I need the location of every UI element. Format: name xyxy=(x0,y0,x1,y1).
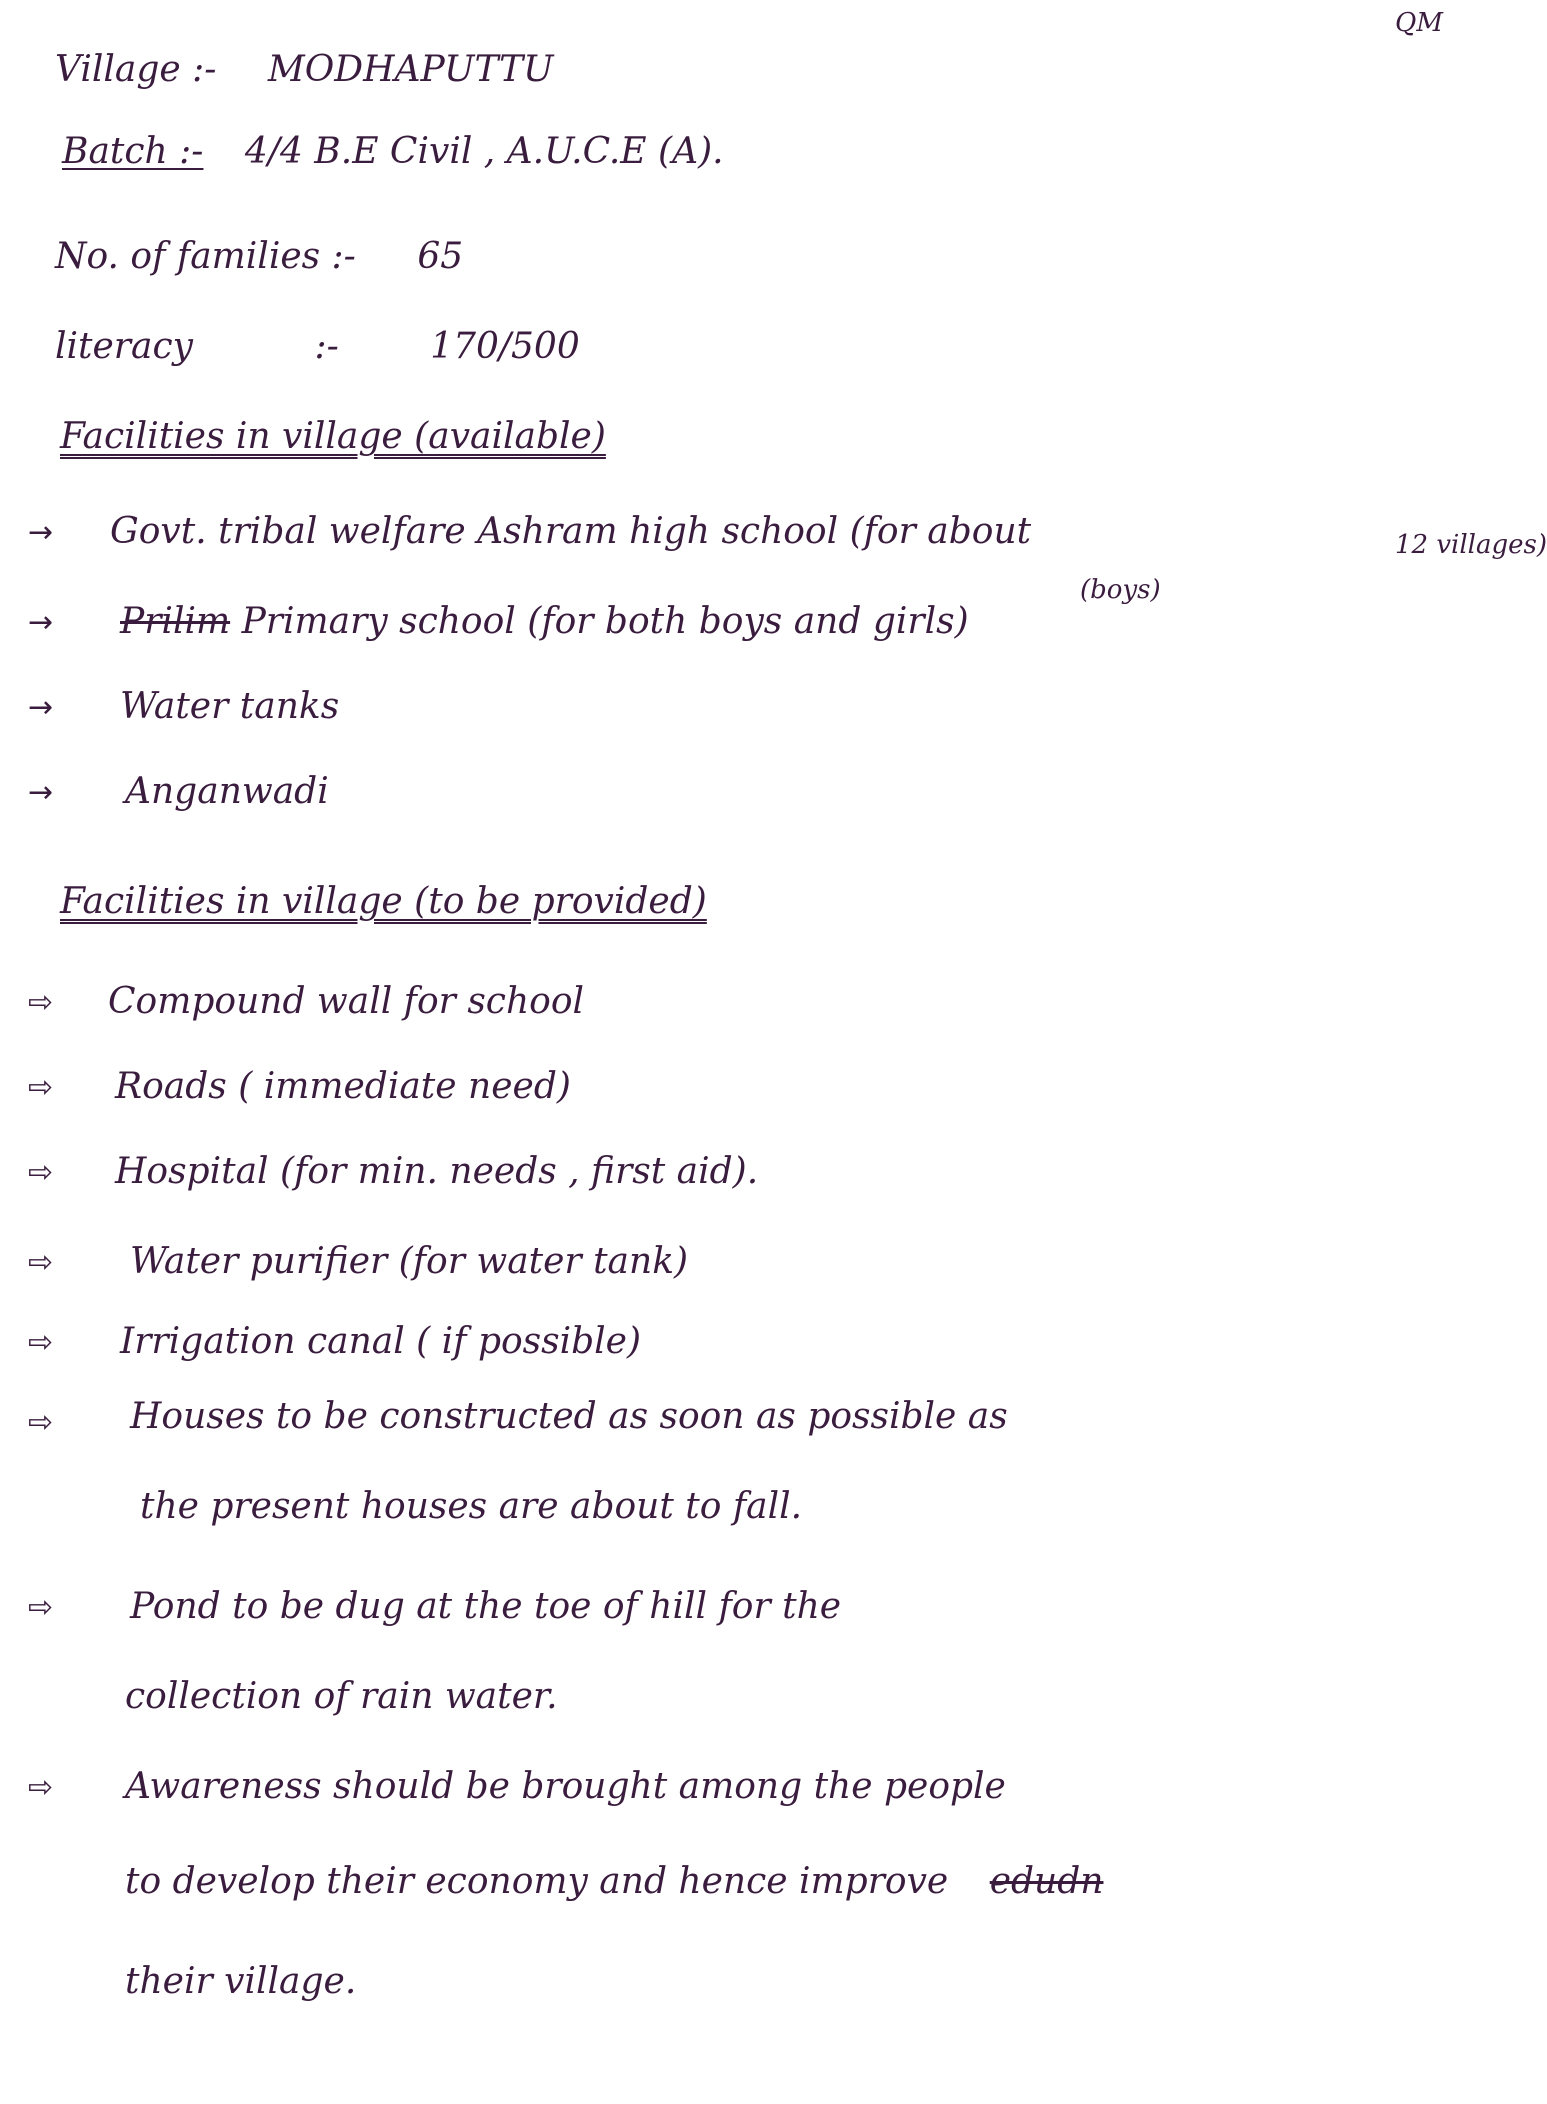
to-provide-heading: Facilities in village (to be provided) xyxy=(60,881,707,922)
families-line xyxy=(55,235,463,279)
arrow-icon: ⇨ xyxy=(28,1770,54,1805)
available-item-note: 12 villages) xyxy=(1395,530,1547,560)
provide-item: Irrigation canal ( if possible) xyxy=(120,1321,642,1362)
arrow-icon: ⇨ xyxy=(28,1590,54,1625)
provide-item: Water purifier (for water tank) xyxy=(130,1241,689,1282)
available-item: Water tanks xyxy=(120,686,340,727)
batch-value: 4/4 B.E Civil , A.U.C.E (A). xyxy=(244,131,724,172)
literacy-sep: :- xyxy=(314,326,339,367)
available-item-line xyxy=(120,600,969,644)
arrow-icon: ⇨ xyxy=(28,985,54,1020)
arrow-icon: ⇨ xyxy=(28,1245,54,1280)
struck-word: edudn xyxy=(989,1861,1104,1902)
arrow-icon: ⇨ xyxy=(28,1070,54,1105)
village-label: Village :- xyxy=(55,49,217,90)
arrow-icon: → xyxy=(28,775,54,810)
provide-item: Houses to be constructed as soon as possible as xyxy=(130,1396,1008,1437)
struck-word: Prilim xyxy=(120,601,231,642)
arrow-icon: ⇨ xyxy=(28,1325,54,1360)
provide-item-continued: the present houses are about to fall. xyxy=(140,1486,803,1527)
arrow-icon: ⇨ xyxy=(28,1155,54,1190)
available-item-subnote: (boys) xyxy=(1080,575,1161,605)
available-item: Anganwadi xyxy=(125,771,329,812)
provide-item: Hospital (for min. needs , first aid). xyxy=(115,1151,759,1192)
literacy-label: literacy xyxy=(55,326,193,367)
literacy-line xyxy=(55,325,580,369)
literacy-value: 170/500 xyxy=(430,326,580,367)
provide-item-continued xyxy=(125,1860,1103,1904)
available-item: Primary school (for both boys and girls) xyxy=(241,601,969,642)
available-heading: Facilities in village (available) xyxy=(60,416,606,457)
provide-item: Pond to be dug at the toe of hill for the xyxy=(130,1586,842,1627)
provide-item: Roads ( immediate need) xyxy=(115,1066,571,1107)
arrow-icon: → xyxy=(28,605,54,640)
provide-item-text: to develop their economy and hence improve xyxy=(125,1861,949,1902)
village-line xyxy=(55,48,554,92)
corner-mark: QM xyxy=(1395,8,1443,38)
batch-line xyxy=(62,130,724,174)
arrow-icon: ⇨ xyxy=(28,1405,54,1440)
batch-label: Batch :- xyxy=(62,131,204,172)
provide-item-continued: their village. xyxy=(125,1961,357,2002)
village-value: MODHAPUTTU xyxy=(267,49,554,90)
provide-item-continued: collection of rain water. xyxy=(125,1676,558,1717)
available-item: Govt. tribal welfare Ashram high school (for about xyxy=(110,511,1032,552)
provide-item: Awareness should be brought among the people xyxy=(125,1766,1006,1807)
families-label: No. of families :- xyxy=(55,236,356,277)
arrow-icon: → xyxy=(28,515,54,550)
families-value: 65 xyxy=(417,236,464,277)
provide-item: Compound wall for school xyxy=(108,981,585,1022)
arrow-icon: → xyxy=(28,690,54,725)
